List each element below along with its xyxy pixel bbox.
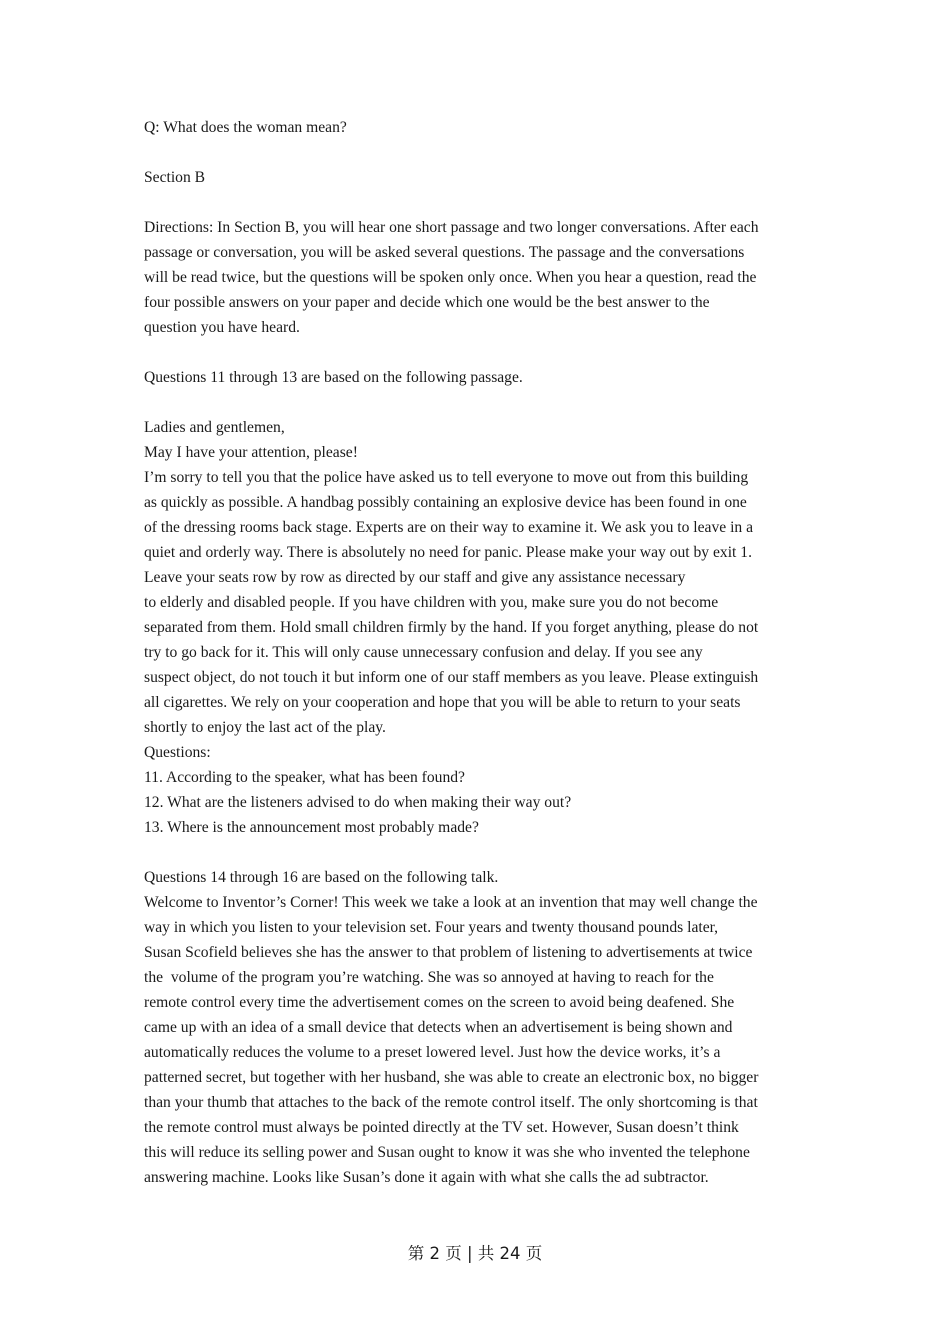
passage1-line: suspect object, do not touch it but inform one of our staff members as you leave. Please extinguish bbox=[144, 669, 759, 686]
passage1-text bbox=[144, 415, 808, 740]
passage1-line: as quickly as possible. A handbag possibly containing an explosive device has been found in one bbox=[144, 494, 747, 511]
passage1-intro: Questions 11 through 13 are based on the following passage. bbox=[144, 369, 523, 386]
passage2-line: Welcome to Inventor’s Corner! This week we take a look at an invention that may well change the bbox=[144, 894, 758, 911]
passage1-line: quiet and orderly way. There is absolutely no need for panic. Please make your way out by exit 1. bbox=[144, 544, 752, 561]
passage2-line: remote control every time the advertisement comes on the screen to avoid being deafened. She bbox=[144, 994, 735, 1011]
passage1-line: shortly to enjoy the last act of the play. bbox=[144, 719, 386, 736]
passage2-line: than your thumb that attaches to the back of the remote control itself. The only shortcoming is that bbox=[144, 1094, 758, 1111]
directions-line: question you have heard. bbox=[144, 319, 300, 336]
passage1-line: I’m sorry to tell you that the police have asked us to tell everyone to move out from this building bbox=[144, 469, 749, 486]
directions-line: four possible answers on your paper and decide which one would be the best answer to the bbox=[144, 294, 710, 311]
spacer bbox=[144, 190, 808, 215]
question-line: Q: What does the woman mean? bbox=[144, 119, 347, 136]
passage2-line: Susan Scofield believes she has the answer to that problem of listening to advertisements at twice bbox=[144, 944, 753, 961]
section-title: Section B bbox=[144, 169, 206, 186]
passage1-line: all cigarettes. We rely on your cooperation and hope that you will be able to return to your seats bbox=[144, 694, 741, 711]
passage2-line: patterned secret, but together with her husband, she was able to create an electronic box, no bigger bbox=[144, 1069, 759, 1086]
passage1-line: separated from them. Hold small children firmly by the hand. If you forget anything, please do not bbox=[144, 619, 759, 636]
passage2-line: the remote control must always be pointed directly at the TV set. However, Susan doesn’t think bbox=[144, 1119, 739, 1136]
spacer bbox=[144, 340, 808, 365]
page-number: 第 2 页 | 共 24 页 bbox=[407, 1244, 543, 1263]
passage1-line: Ladies and gentlemen, bbox=[144, 419, 285, 436]
directions-line: will be read twice, but the questions will be spoken only once. When you hear a question, read the bbox=[144, 269, 757, 286]
passage1-line: try to go back for it. This will only cause unnecessary confusion and delay. If you see any bbox=[144, 644, 703, 661]
passage1-line: Leave your seats row by row as directed by our staff and give any assistance necessary bbox=[144, 569, 686, 586]
directions-paragraph bbox=[144, 215, 808, 340]
passage2-line: answering machine. Looks like Susan’s done it again with what she calls the ad subtractor. bbox=[144, 1169, 709, 1186]
directions-line: Directions: In Section B, you will hear one short passage and two longer conversations. After each bbox=[144, 219, 759, 236]
passage2-line: the volume of the program you’re watching. She was so annoyed at having to reach for the bbox=[144, 969, 714, 986]
passage2-line: this will reduce its selling power and Susan ought to know it was she who invented the telephone bbox=[144, 1144, 750, 1161]
question-item: 11. According to the speaker, what has been found? bbox=[144, 769, 465, 786]
passage1-line: of the dressing rooms back stage. Experts are on their way to examine it. We ask you to leave in a bbox=[144, 519, 754, 536]
passage2-text bbox=[144, 890, 808, 1190]
spacer bbox=[144, 840, 808, 865]
passage2-line: automatically reduces the volume to a preset lowered level. Just how the device works, it’s a bbox=[144, 1044, 721, 1061]
page-footer bbox=[0, 1242, 950, 1266]
passage2-line: way in which you listen to your television set. Four years and twenty thousand pounds later, bbox=[144, 919, 719, 936]
directions-line: passage or conversation, you will be asked several questions. The passage and the conversations bbox=[144, 244, 745, 261]
spacer bbox=[144, 390, 808, 415]
passage1-line: to elderly and disabled people. If you have children with you, make sure you do not become bbox=[144, 594, 719, 611]
question-item: 13. Where is the announcement most probably made? bbox=[144, 819, 479, 836]
document-page bbox=[144, 115, 808, 1190]
questions-label: Questions: bbox=[144, 744, 211, 761]
passage2-intro: Questions 14 through 16 are based on the following talk. bbox=[144, 869, 499, 886]
passage2-line: came up with an idea of a small device that detects when an advertisement is being shown and bbox=[144, 1019, 733, 1036]
questions-list bbox=[144, 765, 808, 840]
passage1-line: May I have your attention, please! bbox=[144, 444, 358, 461]
question-item: 12. What are the listeners advised to do when making their way out? bbox=[144, 794, 572, 811]
spacer bbox=[144, 140, 808, 165]
